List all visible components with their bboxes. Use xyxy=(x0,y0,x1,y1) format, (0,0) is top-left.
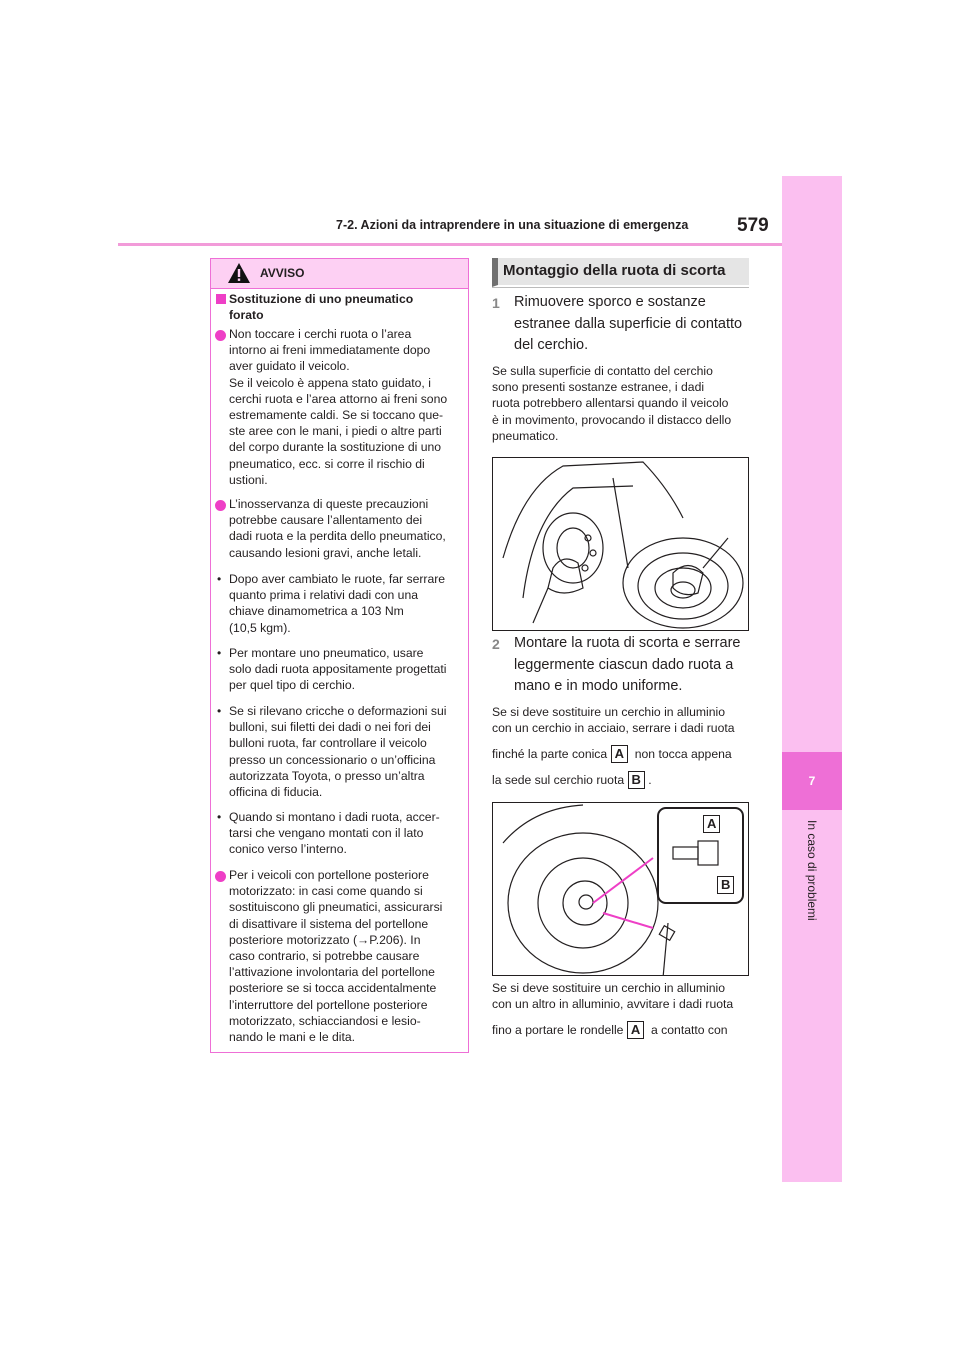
note-text: non tocca appena xyxy=(634,747,732,761)
warning-label: AVVISO xyxy=(260,266,305,280)
section-title: 7-2. Azioni da intraprendere in una situazione di emergenza xyxy=(336,218,689,232)
note-line xyxy=(492,771,652,789)
step-note: Se sulla superficie di contatto del cerchio sono presenti sostanze estranee, i dadi ruota potrebbero allentarsi quando il veicolo è in movimento, provocando il distacco dello pneumatico. xyxy=(492,364,732,443)
dot-bullet: • xyxy=(217,572,222,586)
warning-item: Per montare uno pneumatico, usare solo dadi ruota appositamente progettati per quel tipo di cerchio. xyxy=(229,646,447,693)
illustration-drawing xyxy=(493,458,748,630)
step-text: Rimuovere sporco e sostanze estranee dalla superficie di contatto del cerchio. xyxy=(514,294,743,354)
label-a-box: A xyxy=(611,745,628,763)
step-text: Montare la ruota di scorta e serrare leggermente ciascun dado ruota a mano e in modo uniforme. xyxy=(514,635,741,695)
label-b-box: B xyxy=(628,771,645,789)
chapter-title: In caso di problemi xyxy=(805,820,819,921)
circle-bullet-icon xyxy=(215,330,226,341)
warning-box xyxy=(210,258,469,1053)
circle-bullet-icon xyxy=(215,500,226,511)
label-b-box: B xyxy=(717,876,734,894)
note-line: con un altro in alluminio, avvitare i dadi ruota xyxy=(492,997,734,1011)
warning-item: Se si rilevano cricche o deformazioni sui bulloni, sui filetti dei dadi o nei fori dei bulloni ruota, far controllare il veicolo presso un concessionario o un’officina autorizzata Toyota, o presso un’altra officina di fiducia. xyxy=(229,704,447,800)
warning-heading: Sostituzione di uno pneumatico forato xyxy=(229,292,414,323)
note-text: a contatto con xyxy=(651,1023,728,1037)
dot-bullet: • xyxy=(217,704,222,718)
heading-underline xyxy=(492,287,749,288)
warning-item: Dopo aver cambiato le ruote, far serrare quanto prima i relativi dadi con una chiave dinamometrica a 103 Nm (10,5 kgm). xyxy=(229,572,446,635)
dot-bullet: • xyxy=(217,646,222,660)
note-line: con un cerchio in acciaio, serrare i dadi ruota xyxy=(492,721,735,735)
note-text: fino a portare le rondelle xyxy=(492,1023,624,1037)
page-number: 579 xyxy=(737,215,769,236)
note-text: finché la parte conica xyxy=(492,747,608,761)
note-line xyxy=(492,1021,728,1039)
label-a-box: A xyxy=(703,815,720,833)
note-text: . xyxy=(648,773,652,787)
dot-bullet: • xyxy=(217,810,222,824)
note-text: la sede sul cerchio ruota xyxy=(492,773,625,787)
chapter-number-tab[interactable]: 7 xyxy=(782,752,842,810)
circle-bullet-icon xyxy=(215,871,226,882)
warning-item: L’inosservanza di queste precauzioni potrebbe causare l’allentamento dei dadi ruota e la perdita dello pneumatico, causando lesioni gravi, anche letali. xyxy=(229,497,446,560)
chapter-tab-strip xyxy=(782,176,842,1182)
warning-item: Quando si montano i dadi ruota, accer- tarsi che vengano montati con il lato conico verso l’interno. xyxy=(229,810,440,857)
note-line: Se si deve sostituire un cerchio in alluminio xyxy=(492,981,726,995)
wheel-nut-illustration xyxy=(492,802,749,976)
label-a-box: A xyxy=(627,1021,644,1039)
square-bullet-icon xyxy=(216,294,226,304)
warning-item: Per i veicoli con portellone posteriore motorizzato: in casi come quando si sostituiscono gli pneumatici, assicurarsi di disattivare il sistema del portellone posteriore motorizzato (→P.206). In caso contrario, si potrebbe causare l’attivazione involontaria del portellone posteriore se si tocca accidentalmente l’interruttore del portellone posteriore motorizzato, schiacciandosi e lesio- nando le mani e le dita. xyxy=(229,868,443,1045)
cleaning-wheel-hub-illustration xyxy=(492,457,749,631)
note-line xyxy=(492,745,732,763)
header-divider xyxy=(118,243,782,246)
step-number: 2 xyxy=(492,636,500,652)
step-number: 1 xyxy=(492,295,500,311)
warning-header xyxy=(211,259,468,289)
note-line: Se si deve sostituire un cerchio in alluminio xyxy=(492,705,726,719)
warning-item: Non toccare i cerchi ruota o l’area intorno ai freni immediatamente dopo aver guidato il veicolo. Se il veicolo è appena stato guidato, i cerchi ruota e l’area attorno ai freni sono estremamente caldi. Se si toccano que- ste aree con le mani, i piedi o altre parti del corpo durante la sostituzione di uno pneumatico, ecc. si corre il rischio di ustioni. xyxy=(229,327,448,487)
warning-triangle-icon xyxy=(227,262,251,284)
section-heading: Montaggio della ruota di scorta xyxy=(492,258,749,287)
